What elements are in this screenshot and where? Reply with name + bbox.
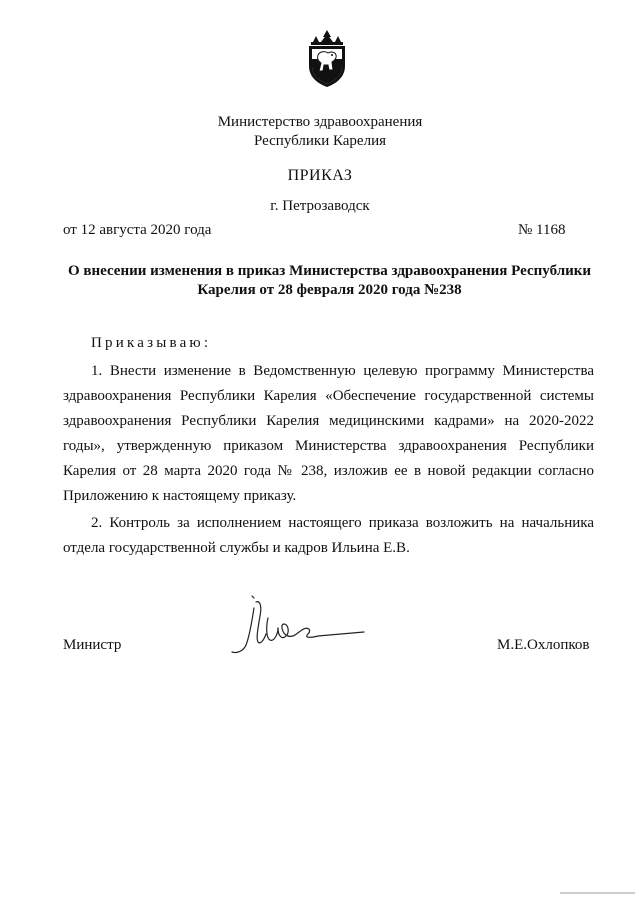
- subject-line2: Карелия от 28 февраля 2020 года №238: [197, 282, 462, 298]
- signer-position: Министр: [63, 637, 122, 653]
- document-title: ПРИКАЗ: [287, 167, 353, 184]
- order-word: Приказываю:: [91, 335, 212, 351]
- document-number: № 1168: [518, 222, 566, 238]
- ministry-name-line1: Министерство здравоохранения: [217, 114, 423, 130]
- signer-name: М.Е.Охлопков: [497, 637, 590, 653]
- paragraph-2: 2. Контроль за исполнением настоящего приказа возложить на начальника отдела государственной службы и кадров Ильина Е.В.: [63, 515, 594, 556]
- document-subject: [63, 262, 596, 300]
- handwritten-signature-icon: [216, 590, 366, 670]
- paragraph-1: 1. Внести изменение в Ведомственную целевую программу Министерства здравоохранения Республики Карелия «Обеспечение государственной системы здравоохранения Республики Карелия медицинскими кадрами» на 2020-2022 годы», утвержденную приказом Министерства здравоохранения Республики Карелия от 28 марта 2020 года № 238, изложив ее в новой редакции согласно Приложению к настоящему приказу.: [63, 363, 594, 504]
- karelia-coat-of-arms-icon: [303, 28, 351, 88]
- ministry-name-line2: Республики Карелия: [253, 133, 387, 149]
- city: г. Петрозаводск: [270, 198, 370, 214]
- ministry-name: [0, 113, 640, 151]
- scan-artifact: [560, 890, 635, 896]
- subject-line1: О внесении изменения в приказ Министерства здравоохранения Республики: [67, 263, 592, 279]
- document-date: от 12 августа 2020 года: [63, 222, 212, 238]
